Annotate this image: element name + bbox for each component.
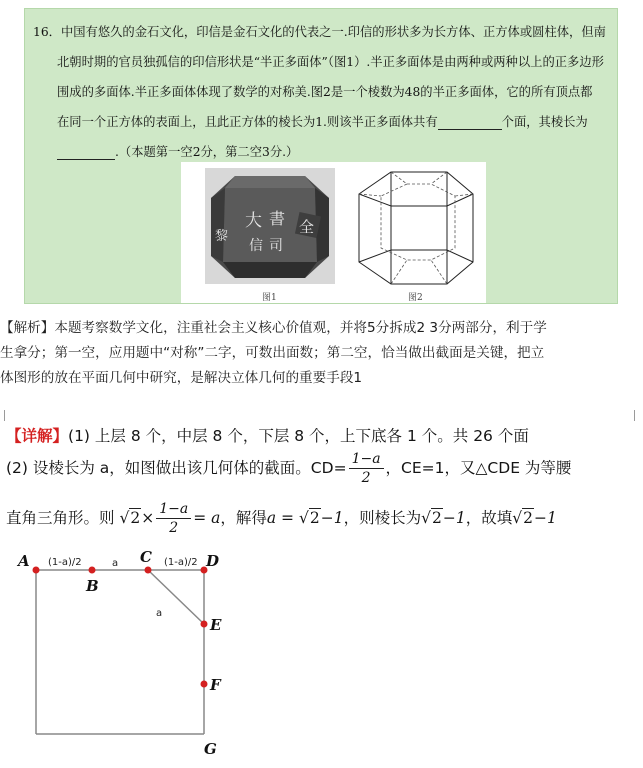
problem-line-4a: 在同一个正方体的表面上，且此正方体的棱长为1.则该半正多面体共有	[57, 115, 438, 129]
solve-a: a =	[266, 509, 299, 527]
label-c: C	[140, 548, 152, 566]
fraction-cd-den: 2	[361, 470, 371, 486]
polyhedron-diagram	[351, 166, 481, 288]
minus-one-2: −1	[442, 509, 466, 527]
label-seg-bc: a	[112, 558, 119, 569]
label-seg-ce: a	[156, 608, 163, 619]
fraction-cd-num: 1−a	[349, 450, 384, 469]
problem-line-4b: 个面，其棱长为	[501, 115, 588, 129]
label-e: E	[210, 616, 222, 634]
sqrt-expr-1: √2	[119, 509, 141, 527]
sqrt-expr-3: √2	[421, 509, 442, 527]
detail-line-2b: ，CE=1，又△CDE 为等腰	[385, 459, 572, 477]
seal-char-3: 全	[299, 218, 315, 236]
fraction-eq-den: 2	[169, 520, 179, 536]
minus-one-3: −1	[534, 509, 557, 527]
fraction-eq	[156, 500, 191, 537]
analysis-line-3: 体图形的放在平面几何中研究，是解决立体几何的重要手段1	[0, 370, 363, 386]
minus-one-1: −1	[320, 509, 344, 527]
point-b	[89, 567, 96, 574]
detail-line-3d: ，故填	[465, 509, 513, 527]
answer-blank-1	[438, 115, 502, 130]
detail-line-2	[6, 450, 571, 487]
problem-line-1: 16．中国有悠久的金石文化，印信是金石文化的代表之一.印信的形状多为长方体、正方体或圆柱体，但南	[33, 25, 606, 39]
divider-right	[634, 410, 635, 421]
label-seg-ab: (1-a)/2	[48, 557, 82, 568]
point-a	[33, 567, 40, 574]
seal-char-5: 司	[269, 238, 283, 254]
detail-line-3a: 直角三角形。则	[6, 509, 115, 527]
answer-blank-2	[57, 145, 115, 160]
label-seg-cd: (1-a)/2	[164, 557, 198, 568]
detail-line-3b: ，解得	[220, 509, 267, 527]
label-b: B	[86, 577, 99, 595]
detail-line-1-text: (1) 上层 8 个，中层 8 个，下层 8 个，上下底各 1 个。共 26 个面	[68, 427, 529, 445]
point-c	[145, 567, 152, 574]
figures-area	[181, 162, 486, 303]
analysis-block	[0, 316, 640, 391]
seal-char-6: 黎	[215, 229, 229, 244]
cross-section-diagram	[14, 544, 234, 762]
problem-line-4	[57, 112, 588, 130]
label-d: D	[206, 552, 220, 570]
detail-tag: 【详解】	[6, 427, 69, 445]
divider-left	[4, 410, 5, 421]
sqrt-expr-4: √2	[512, 509, 534, 527]
detail-line-3c: ，则棱长为	[343, 509, 422, 527]
seal-char-4: 信	[249, 238, 263, 254]
fraction-cd	[349, 450, 384, 487]
label-a: A	[18, 552, 30, 570]
seal-photo	[205, 168, 335, 284]
label-f: F	[210, 676, 221, 694]
fig1-caption: 图1	[262, 293, 277, 303]
sqrt-expr-2: √2	[298, 509, 320, 527]
times-sign: ×	[141, 509, 155, 527]
detail-line-2a: (2) 设棱长为 a，如图做出该几何体的截面。CD=	[6, 459, 347, 477]
problem-line-5-text: .（本题第一空2分，第二空3分.）	[115, 145, 299, 159]
fig2-caption: 图2	[408, 293, 423, 303]
detail-line-3	[6, 500, 557, 537]
point-f	[201, 681, 208, 688]
analysis-line-1: 【解析】本题考察数学文化，注重社会主义核心价值观，并将5分拆成2 3分两部分，利于学	[0, 320, 547, 336]
equals-a: = a	[193, 509, 221, 527]
detail-line-1	[6, 424, 529, 446]
seal-char-1: 大	[245, 211, 262, 231]
fraction-eq-num: 1−a	[156, 500, 191, 519]
label-g: G	[204, 740, 217, 758]
problem-box	[24, 8, 618, 304]
point-e	[201, 621, 208, 628]
problem-line-3: 围成的多面体.半正多面体体现了数学的对称美.图2是一个棱数为48的半正多面体，它的所有顶点都	[57, 85, 593, 99]
problem-line-2: 北朝时期的官员独孤信的印信形状是“半正多面体”（图1）.半正多面体是由两种或两种以上的正多边形	[57, 55, 604, 69]
analysis-line-2: 生拿分；第一空，应用题中“对称”二字，可数出面数；第二空，恰当做出截面是关键，把立	[0, 345, 545, 361]
seal-char-2: 書	[269, 209, 286, 228]
problem-line-5	[57, 142, 298, 160]
